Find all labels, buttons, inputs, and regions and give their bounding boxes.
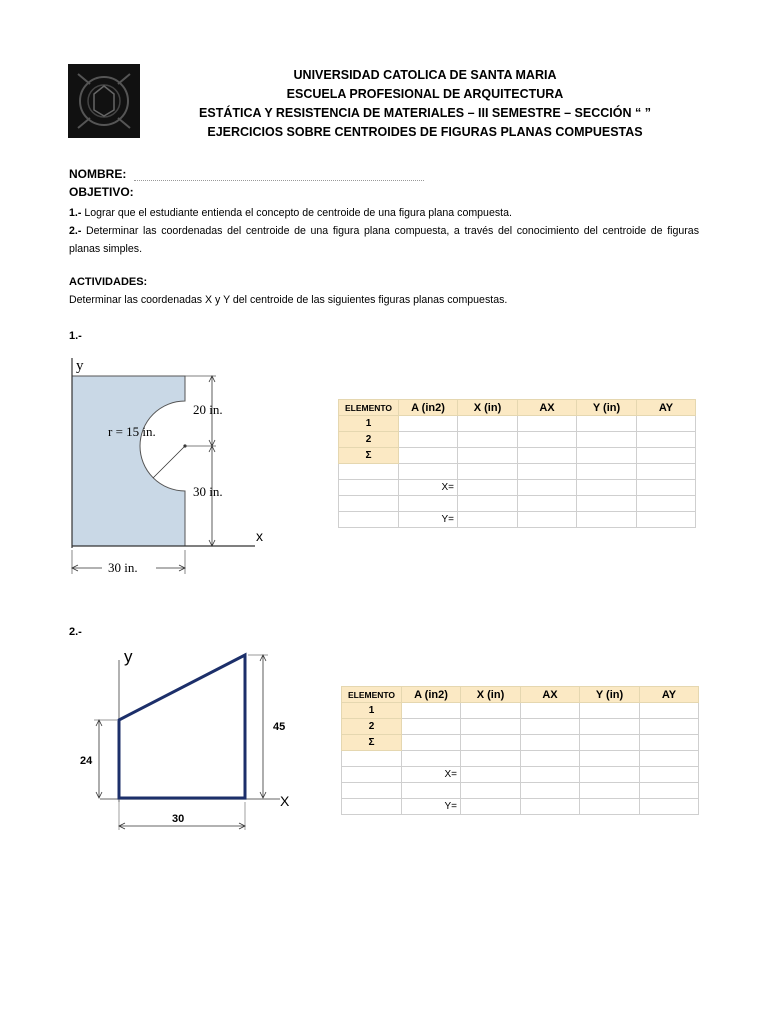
- crest-icon: [68, 64, 140, 138]
- objetivo-label: OBJETIVO:: [69, 185, 134, 199]
- row-label: Σ: [339, 448, 399, 464]
- header-area: A (in2): [402, 687, 461, 703]
- result-x-label: X=: [399, 480, 458, 496]
- row-label: 1: [339, 416, 399, 432]
- table-row: [339, 432, 696, 448]
- shape-rect-with-cutout: [72, 376, 185, 546]
- nombre-field[interactable]: [134, 180, 424, 181]
- header-ay: AY: [640, 687, 699, 703]
- exercise1-figure: [60, 350, 280, 580]
- header-ax: AX: [521, 687, 580, 703]
- exercise2-number: 2.-: [69, 626, 82, 638]
- table-row: [342, 783, 699, 799]
- header-elemento: ELEMENTO: [342, 687, 402, 703]
- result-y-label: Y=: [402, 799, 461, 815]
- x-axis-label: X: [280, 793, 290, 809]
- shape-trapezoid: [119, 655, 245, 798]
- table-row: [342, 703, 699, 719]
- table-row: [339, 512, 696, 528]
- exercise1-number: 1.-: [69, 330, 82, 342]
- actividades-label: ACTIVIDADES:: [69, 276, 148, 288]
- exercise2-figure: [70, 640, 310, 840]
- header-ax: AX: [518, 400, 577, 416]
- header-area: A (in2): [399, 400, 458, 416]
- university-logo: [68, 64, 140, 138]
- table-row: [342, 767, 699, 783]
- header-ay: AY: [637, 400, 696, 416]
- header-elemento: ELEMENTO: [339, 400, 399, 416]
- header-school: ESCUELA PROFESIONAL DE ARQUITECTURA: [286, 87, 564, 101]
- width-30-label: 30: [172, 813, 185, 825]
- table-row: [339, 496, 696, 512]
- row-label: 2: [339, 432, 399, 448]
- nombre-label: NOMBRE:: [69, 167, 127, 181]
- radius-label: r = 15 in.: [108, 424, 156, 439]
- row-label: 1: [342, 703, 402, 719]
- row-label: 2: [342, 719, 402, 735]
- table-row: [342, 719, 699, 735]
- dim-30-label: 30 in.: [193, 484, 223, 499]
- document-header: [150, 66, 700, 142]
- table-row: [342, 735, 699, 751]
- y-axis-label: y: [124, 647, 133, 666]
- table-row: [342, 751, 699, 767]
- height-24-label: 24: [80, 755, 93, 767]
- width-30-label: 30 in.: [108, 560, 138, 575]
- table-row: [339, 480, 696, 496]
- table-row: [339, 448, 696, 464]
- table-row: [342, 799, 699, 815]
- result-y-label: Y=: [399, 512, 458, 528]
- header-x: X (in): [458, 400, 518, 416]
- header-title: EJERCICIOS SOBRE CENTROIDES DE FIGURAS PLANAS COMPUESTAS: [207, 125, 643, 139]
- objective-item: 1.- Lograr que el estudiante entienda el concepto de centroide de una figura plana compuesta.: [69, 207, 512, 219]
- header-university: UNIVERSIDAD CATOLICA DE SANTA MARIA: [293, 68, 557, 82]
- table-row: [339, 416, 696, 432]
- header-y: Y (in): [580, 687, 640, 703]
- exercise1-table: [338, 399, 696, 528]
- row-label: Σ: [342, 735, 402, 751]
- objective-item: 2.- Determinar las coordenadas del centroide de una figura plana compuesta, a través del conocimiento del centroide de figuras planas simples.: [69, 225, 699, 255]
- header-y: Y (in): [577, 400, 637, 416]
- header-x: X (in): [461, 687, 521, 703]
- height-45-label: 45: [273, 721, 286, 733]
- objectives-list: [69, 204, 699, 258]
- table-row: [339, 464, 696, 480]
- actividades-text: Determinar las coordenadas X y Y del centroide de las siguientes figuras planas compuestas.: [69, 294, 508, 306]
- y-axis-label: y: [76, 358, 84, 374]
- dim-20-label: 20 in.: [193, 402, 223, 417]
- header-course: ESTÁTICA Y RESISTENCIA DE MATERIALES – III SEMESTRE – SECCIÓN “ ”: [199, 106, 651, 120]
- exercise2-table: [341, 686, 699, 815]
- result-x-label: X=: [402, 767, 461, 783]
- x-axis-label: x: [256, 528, 263, 544]
